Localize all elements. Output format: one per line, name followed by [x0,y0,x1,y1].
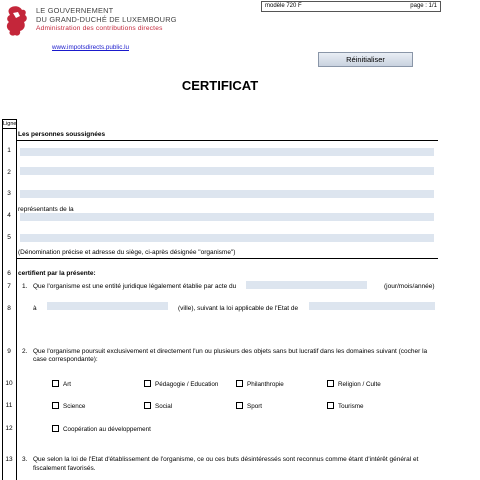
line-number-6: 6 [7,270,11,277]
label-religion: Religion / Culte [338,381,381,388]
line-number-3: 3 [7,190,11,197]
q3-text-line2: fiscalement favorisés. [33,465,96,472]
checkbox-pedagogie[interactable] [144,380,151,387]
q1-text: Que l'organisme est une entité juridique légalement établie par acte du [33,283,237,290]
soussignes-label: Les personnes soussignées [18,131,106,138]
a-label: à [33,305,37,312]
denomination-hint: (Dénomination précise et adresse du siège, ci-après désignée "organisme") [18,249,236,256]
soussigne-field-2[interactable] [20,167,434,175]
divider [16,140,438,141]
q2-text-line1: Que l'organisme poursuit exclusivement et directement l'un ou plusieurs des objets sans but lucratif dans les domaines suivant (cocher la [33,348,428,355]
divider [16,258,438,259]
q2-number: 2. [22,348,28,355]
admin-name: Administration des contributions directes [36,25,163,32]
organisme-field-1[interactable] [20,213,434,221]
line-number-13: 13 [5,456,13,463]
q3-text-line1: Que selon la loi de l'Etat d'établissement de l'organisme, ce ou ces buts désintéressés sont reconnus comme étant d'intérêt général et [33,456,419,463]
form-header-box [261,1,441,12]
gov-line1: LE GOUVERNEMENT [36,6,114,15]
label-tourisme: Tourisme [338,403,364,410]
ville-label: (ville), suivant la loi applicable de l'Etat de [178,305,299,312]
label-cooperation: Coopération au développement [63,426,151,433]
line-number-7: 7 [7,283,11,290]
checkbox-religion[interactable] [327,380,334,387]
acte-date-field[interactable] [246,281,367,289]
certifient-label: certifient par la présente: [18,270,96,277]
lion-crest-icon [4,4,30,38]
table-number-column-border [16,119,17,480]
etat-field[interactable] [309,302,435,310]
label-science: Science [63,403,86,410]
website-link[interactable]: www.impotsdirects.public.lu [52,44,129,51]
checkbox-philanthropie[interactable] [236,380,243,387]
label-pedagogie: Pédagogie / Education [155,381,219,388]
line-number-9: 9 [7,348,11,355]
soussigne-field-3[interactable] [20,190,434,198]
soussigne-field-1[interactable] [20,148,434,156]
date-format-hint: (jour/mois/année) [384,283,435,290]
ville-field[interactable] [47,302,168,310]
ligne-header: Ligne [3,121,17,127]
organisme-field-2[interactable] [20,234,434,242]
line-number-8: 8 [7,305,11,312]
label-social: Social [155,403,173,410]
checkbox-science[interactable] [52,402,59,409]
gov-line2: DU GRAND-DUCHÉ DE LUXEMBOURG [36,15,177,24]
label-art: Art [63,381,72,388]
line-number-2: 2 [7,169,11,176]
checkbox-cooperation[interactable] [52,425,59,432]
checkbox-art[interactable] [52,380,59,387]
line-number-10: 10 [5,380,13,387]
line-number-1: 1 [7,147,11,154]
checkbox-tourisme[interactable] [327,402,334,409]
line-number-4: 4 [7,212,11,219]
representants-label: représentants de la [18,206,74,213]
line-number-11: 11 [5,402,13,409]
line-number-5: 5 [7,234,11,241]
line-number-12: 12 [5,425,13,432]
page-title: CERTIFICAT [181,78,259,93]
q3-number: 3. [22,456,28,463]
page-number: page : 1/1 [410,3,437,9]
q2-text-line2: case correspondante): [33,356,98,363]
checkbox-social[interactable] [144,402,151,409]
label-philanthropie: Philanthropie [247,381,284,388]
label-sport: Sport [247,403,263,410]
form-model: modèle 720 F [265,3,302,9]
reset-button[interactable]: Réinitialiser [318,52,413,67]
checkbox-sport[interactable] [236,402,243,409]
q1-number: 1. [22,283,28,290]
government-header [36,6,177,33]
